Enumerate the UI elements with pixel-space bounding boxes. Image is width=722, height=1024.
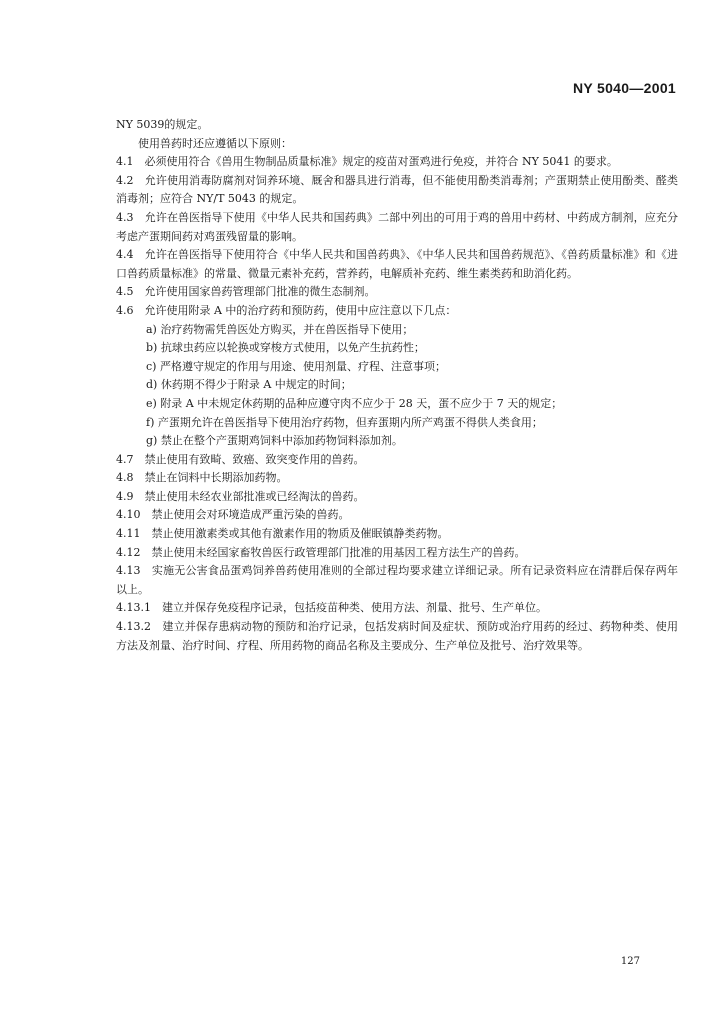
clause-4-3: 4.3 允许在兽医指导下使用《中华人民共和国药典》二部中列出的可用于鸡的兽用中药材、中药成方制剂，应充分考虑产蛋期间药对鸡蛋残留量的影响。 bbox=[116, 210, 678, 243]
clause-4-11: 4.11 禁止使用激素类或其他有激素作用的物质及催眠镇静类药物。 bbox=[116, 527, 449, 541]
list-item-a: a) 治疗药物需凭兽医处方购买，并在兽医指导下使用； bbox=[146, 322, 414, 336]
clause-4-8: 4.8 禁止在饲料中长期添加药物。 bbox=[116, 471, 288, 485]
list-item-b: b) 抗球虫药应以轮换或穿梭方式使用，以免产生抗药性； bbox=[146, 341, 425, 355]
clause-4-1: 4.1 必须使用符合《兽用生物制品质量标准》规定的疫苗对蛋鸡进行免疫，并符合 NY 5041 的要求。 bbox=[116, 155, 618, 169]
clause-4-5: 4.5 允许使用国家兽药管理部门批准的微生态制剂。 bbox=[116, 285, 376, 299]
clause-4-6: 4.6 允许使用附录 A 中的治疗药和预防药，使用中应注意以下几点： bbox=[116, 303, 457, 317]
clause-4-13-2: 4.13.2 建立并保存患病动物的预防和治疗记录，包括发病时间及症状、预防或治疗用药的经过、药物种类、使用方法及剂量、治疗时间、疗程、所用药物的商品名称及主要成分、生产单位及批号、治疗效果等。 bbox=[116, 620, 678, 652]
document-body bbox=[116, 116, 678, 655]
clause-4-2: 4.2 允许使用消毒防腐剂对饲养环境、厩舍和器具进行消毒，但不能使用酚类消毒剂；产蛋期禁止使用酚类、醛类消毒剂；应符合 NY/T 5043 的规定。 bbox=[116, 173, 678, 206]
clause-4-7: 4.7 禁止使用有致畸、致癌、致突变作用的兽药。 bbox=[116, 452, 365, 466]
list-item-c: c) 严格遵守规定的作用与用途、使用剂量、疗程、注意事项； bbox=[146, 359, 446, 373]
list-item-g: g) 禁止在整个产蛋期鸡饲料中添加药物饲料添加剂。 bbox=[146, 434, 403, 448]
clause-4-9: 4.9 禁止使用未经农业部批准或已经淘汰的兽药。 bbox=[116, 489, 365, 503]
page-number: 127 bbox=[620, 956, 640, 967]
list-item-e: e) 附录 A 中未规定休药期的品种应遵守肉不应少于 28 天，蛋不应少于 7 天的规定； bbox=[146, 396, 563, 410]
clause-4-4: 4.4 允许在兽医指导下使用符合《中华人民共和国兽药典》、《中华人民共和国兽药规范》、《兽药质量标准》和《进口兽药质量标准》的常量、微量元素补充药，营养药，电解质补充药、维生素类药和助消化药。 bbox=[116, 248, 678, 280]
clause-4-12: 4.12 禁止使用未经国家畜牧兽医行政管理部门批准的用基因工程方法生产的兽药。 bbox=[116, 545, 526, 559]
clause-4-10: 4.10 禁止使用会对环境造成严重污染的兽药。 bbox=[116, 508, 350, 522]
clause-4-13: 4.13 实施无公害食品蛋鸡饲养兽药使用准则的全部过程均要求建立详细记录。所有记录资料应在清群后保存两年以上。 bbox=[116, 564, 678, 596]
list-item-f: f) 产蛋期允许在兽医指导下使用治疗药物，但弃蛋期内所产鸡蛋不得供人类食用； bbox=[146, 415, 543, 429]
clause-4-13-1: 4.13.1 建立并保存免疫程序记录，包括疫苗种类、使用方法、剂量、批号、生产单位。 bbox=[116, 601, 547, 615]
list-item-d: d) 休药期不得少于附录 A 中规定的时间； bbox=[146, 378, 352, 392]
standard-code: NY 5040—2001 bbox=[573, 80, 676, 96]
paragraph-continuation: NY 5039的规定。 bbox=[116, 118, 209, 131]
paragraph-intro: 使用兽药时还应遵循以下原则： bbox=[138, 136, 292, 150]
